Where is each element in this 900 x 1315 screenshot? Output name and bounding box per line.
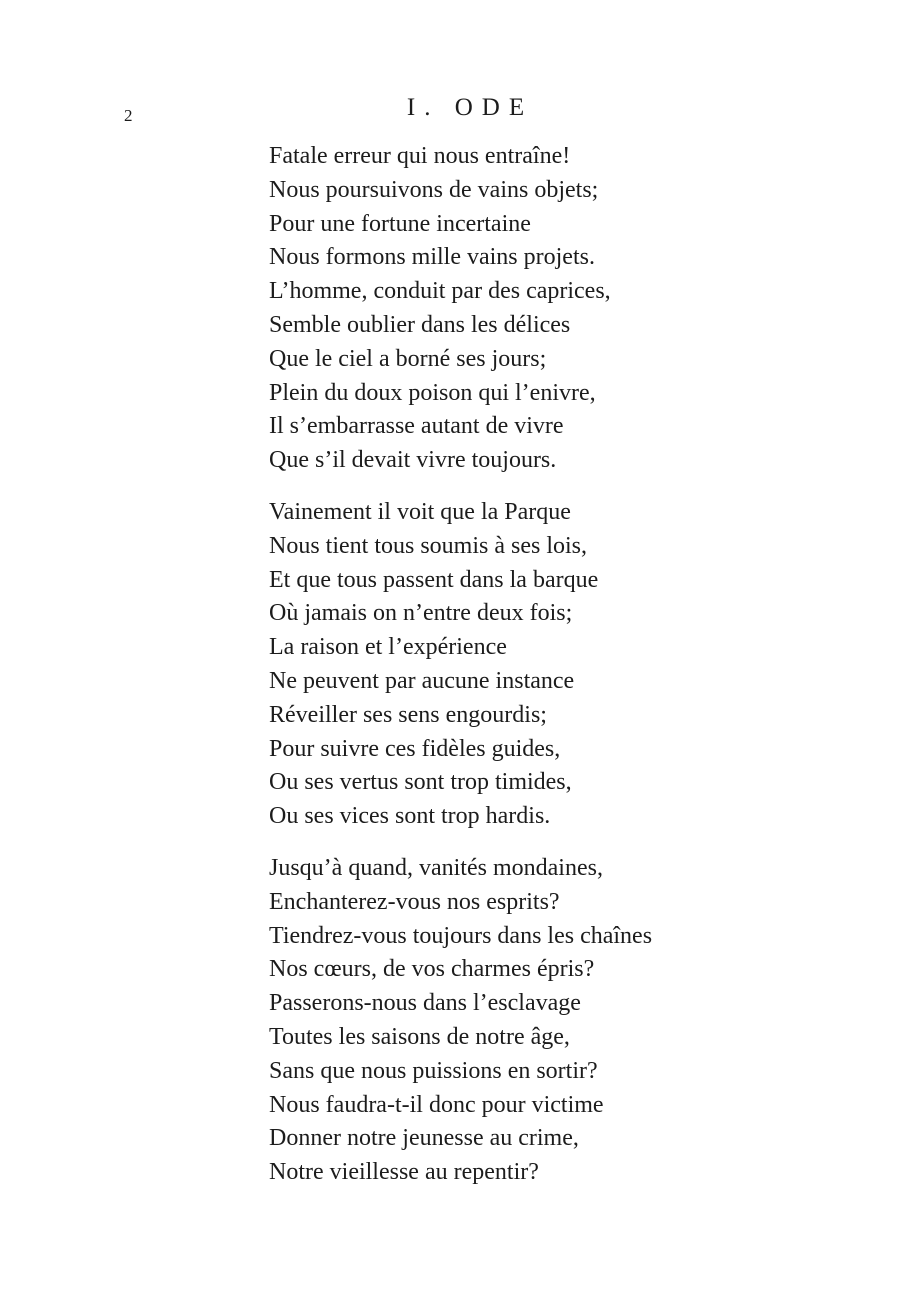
verse-line: Tiendrez-vous toujours dans les chaînes (269, 922, 653, 949)
verse-line: Nos cœurs, de vos charmes épris? (269, 956, 595, 983)
verse-line: Nous poursuivons de vains objets; (269, 176, 599, 203)
verse-line: Que s’il devait vivre toujours. (269, 447, 557, 474)
verse-line: Nous tient tous soumis à ses lois, (269, 532, 588, 559)
verse-line: Vainement il voit que la Parque (269, 498, 571, 525)
verse-line: Pour une fortune incertaine (269, 210, 531, 237)
verse-line: Réveiller ses sens engourdis; (269, 701, 547, 728)
verse-line: Il s’embarrasse autant de vivre (269, 413, 564, 440)
verse-line: Semble oublier dans les délices (269, 311, 571, 338)
verse-line: Enchanterez-vous nos esprits? (269, 888, 560, 915)
verse-line: La raison et l’expérience (269, 634, 507, 661)
stanza-3 (269, 852, 889, 1190)
verse-line: Ou ses vices sont trop hardis. (269, 803, 551, 830)
verse-line: Notre vieillesse au repentir? (269, 1159, 539, 1186)
verse-line: Nous faudra-t-il donc pour victime (269, 1091, 604, 1118)
verse-line: Ou ses vertus sont trop timides, (269, 769, 572, 796)
verse-line: Que le ciel a borné ses jours; (269, 345, 547, 372)
verse-line: Toutes les saisons de notre âge, (269, 1023, 570, 1050)
stanza-1 (269, 140, 889, 478)
verse-line: Donner notre jeunesse au crime, (269, 1125, 579, 1152)
verse-line: Plein du doux poison qui l’enivre, (269, 379, 596, 406)
verse-line: Sans que nous puissions en sortir? (269, 1057, 598, 1084)
running-head: I. ODE (406, 94, 534, 121)
verse-line: L’homme, conduit par des caprices, (269, 278, 611, 305)
verse-line: Ne peuvent par aucune instance (269, 667, 575, 694)
page-number: 2 (124, 106, 133, 125)
verse-line: Nous formons mille vains projets. (269, 244, 595, 271)
stanza-2 (269, 496, 889, 834)
verse-line: Passerons-nous dans l’esclavage (269, 990, 581, 1017)
verse-line: Pour suivre ces fidèles guides, (269, 735, 561, 762)
verse-line: Où jamais on n’entre deux fois; (269, 600, 573, 627)
verse-line: Jusqu’à quand, vanités mondaines, (269, 854, 603, 881)
verse-line: Et que tous passent dans la barque (269, 566, 599, 593)
poem (269, 140, 889, 1190)
verse-line: Fatale erreur qui nous entraîne! (269, 143, 571, 169)
